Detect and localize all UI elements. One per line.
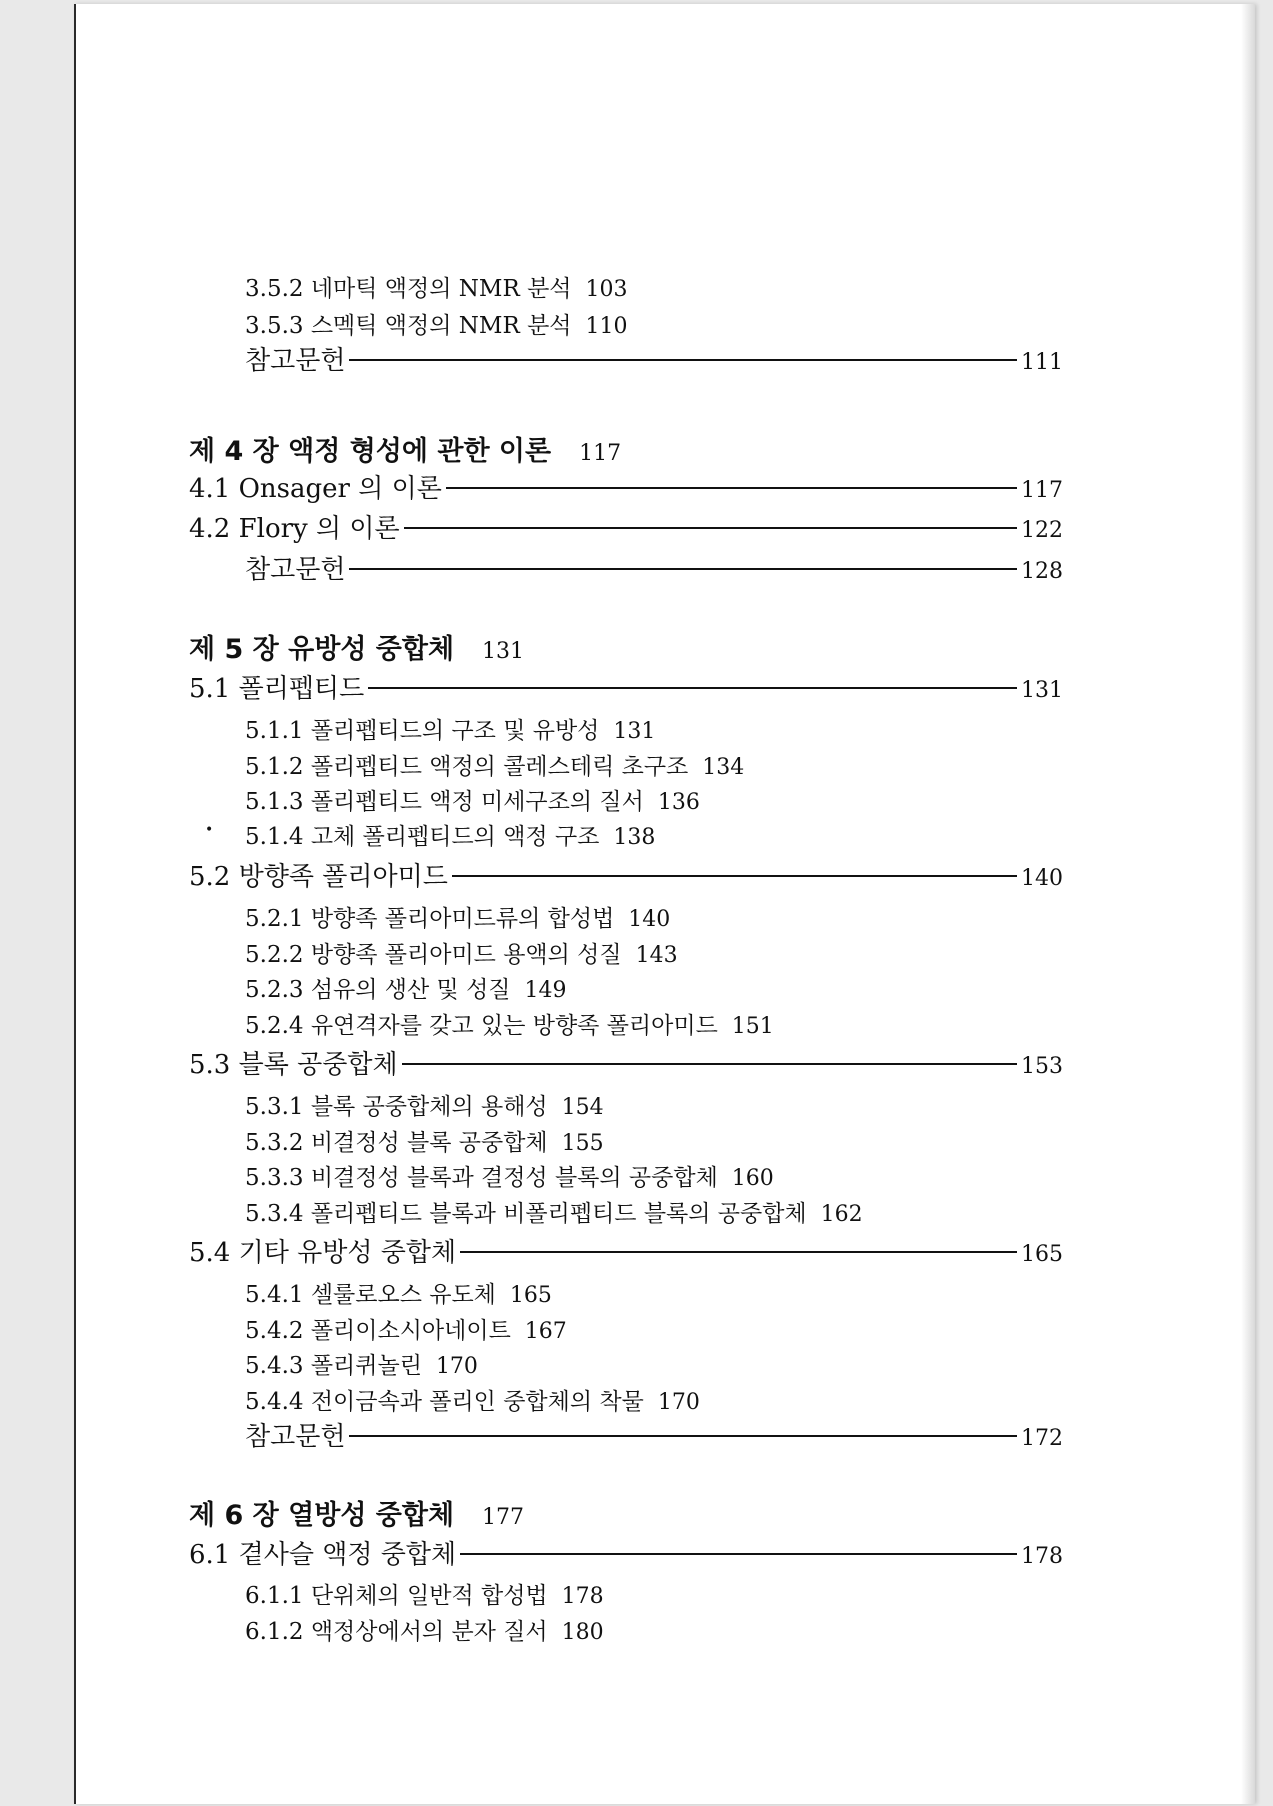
toc-entry-5-2 [189,856,1063,893]
toc-entry-5-4-4 [245,1383,700,1416]
toc-entry-title: 5.2.2 방향족 폴리아미드 용액의 성질 [245,942,622,968]
toc-entry-title: 5.3.3 비결정성 블록과 결정성 블록의 공중합체 [245,1165,718,1191]
toc-entry-5-4-1 [245,1276,552,1309]
toc-page-number: 117 [579,441,622,466]
leader-line [349,568,1017,570]
toc-page-number: 110 [585,314,628,339]
toc-entry-title: 참고문헌 [245,1422,346,1452]
toc-page-number: 178 [561,1584,604,1609]
toc-page-number: 162 [820,1202,863,1227]
toc-entry-title: 5.4.4 전이금속과 폴리인 중합체의 착물 [245,1389,644,1415]
toc-entry-5-3-4 [245,1195,863,1228]
toc-entry-5-2-1 [245,900,670,933]
toc-entry-5-2-3 [245,971,567,1004]
toc-entry-title: 5.3.4 폴리펩티드 블록과 비폴리펩티드 블록의 공중합체 [245,1201,807,1227]
leader-line [349,1435,1017,1437]
toc-page-number: 149 [524,978,567,1003]
leader-line [404,527,1017,529]
toc-page-number: 165 [1021,1242,1063,1267]
toc-page-number: 170 [657,1390,700,1415]
chapter-title: 제 6 장 열방성 중합체 [189,1500,455,1531]
leader-line [446,487,1017,489]
toc-entry-title: 5.4.1 셀룰로오스 유도체 [245,1282,496,1308]
toc-entry-5-4 [189,1232,1063,1269]
leader-line [349,359,1017,361]
toc-page-number: 117 [1021,478,1063,503]
chapter-title: 제 4 장 액정 형성에 관한 이론 [189,436,552,467]
toc-entry-title: 5.3.2 비결정성 블록 공중합체 [245,1130,548,1156]
toc-entry-title: 참고문헌 [245,346,346,376]
toc-entry-title: 5.1.4 고체 폴리펩티드의 액정 구조 [245,824,600,850]
toc-page-number: 143 [635,943,678,968]
toc-entry-6-1-2 [245,1613,604,1646]
toc-page-number: 128 [1021,559,1063,584]
toc-references-ch5 [245,1416,1063,1453]
toc-entry-5-2-4 [245,1007,774,1040]
toc-entry-6-1 [189,1534,1063,1571]
toc-entry-title: 5.3 블록 공중합체 [189,1050,398,1080]
toc-entry-5-1-3 [245,783,700,816]
toc-entry-title: 4.1 Onsager 의 이론 [189,474,442,504]
toc-references-ch3 [245,340,1063,377]
leader-line [452,875,1017,877]
toc-entry-3-5-3 [245,307,628,340]
toc-entry-title: 참고문헌 [245,555,346,585]
toc-page-number: 140 [1021,866,1063,891]
toc-chapter-6 [189,1493,524,1532]
toc-references-ch4 [245,549,1063,586]
toc-entry-title: 3.5.2 네마틱 액정의 NMR 분석 [245,276,572,302]
toc-entry-title: 5.1 폴리펩티드 [189,674,365,704]
toc-entry-5-4-3 [245,1347,478,1380]
toc-entry-title: 5.1.3 폴리펩티드 액정 미세구조의 질서 [245,789,644,815]
toc-page-number: 177 [482,1505,525,1530]
toc-entry-title: 6.1 곁사슬 액정 중합체 [189,1540,457,1570]
toc-entry-title: 5.4.2 폴리이소시아네이트 [245,1318,511,1344]
toc-page-number: 167 [524,1319,567,1344]
toc-entry-title: 6.1.1 단위체의 일반적 합성법 [245,1583,548,1609]
toc-page-number: 103 [585,277,628,302]
toc-entry-5-3-1 [245,1088,604,1121]
toc-entry-title: 5.2.1 방향족 폴리아미드류의 합성법 [245,906,615,932]
toc-page-number: 172 [1021,1426,1063,1451]
leader-line [460,1553,1017,1555]
toc-entry-5-1-2 [245,748,744,781]
chapter-title: 제 5 장 유방성 중합체 [189,634,455,665]
toc-entry-5-1-4 [245,818,655,851]
toc-page-number: 155 [561,1131,604,1156]
toc-page-number: 138 [613,825,656,850]
toc-entry-5-1-1 [245,712,655,745]
leader-line [460,1251,1017,1253]
toc-entry-6-1-1 [245,1577,604,1610]
toc-page-number: 131 [613,719,656,744]
toc-page-number: 154 [561,1095,604,1120]
toc-page-number: 131 [482,639,525,664]
toc-entry-title: 5.4.3 폴리퀴놀린 [245,1353,422,1379]
leader-line [402,1063,1017,1065]
toc-page-number: 136 [657,790,700,815]
toc-chapter-4 [189,429,621,468]
toc-entry-title: 5.4 기타 유방성 중합체 [189,1238,457,1268]
toc-page-number: 140 [628,907,671,932]
toc-entry-5-1 [189,668,1063,705]
toc-entry-4-2 [189,508,1063,545]
toc-entry-4-1 [189,468,1063,505]
toc-entry-title: 3.5.3 스멕틱 액정의 NMR 분석 [245,313,572,339]
toc-entry-title: 5.1.2 폴리펩티드 액정의 콜레스테릭 초구조 [245,754,689,780]
toc-entry-title: 6.1.2 액정상에서의 분자 질서 [245,1619,548,1645]
toc-page-number: 111 [1021,350,1063,375]
toc-entry-5-2-2 [245,936,678,969]
toc-entry-title: 5.3.1 블록 공중합체의 용해성 [245,1094,548,1120]
toc-entry-5-4-2 [245,1312,567,1345]
toc-page-number: 180 [561,1620,604,1645]
toc-entry-5-3 [189,1044,1063,1081]
leader-line [368,687,1017,689]
toc-page-number: 122 [1021,518,1063,543]
toc-page-number: 151 [731,1014,774,1039]
toc-entry-title: 5.2.3 섬유의 생산 및 성질 [245,977,511,1003]
toc-entry-5-3-2 [245,1124,604,1157]
toc-page-number: 170 [435,1354,478,1379]
toc-entry-title: 5.2 방향족 폴리아미드 [189,862,448,892]
toc-page-number: 131 [1021,678,1063,703]
toc-page-number: 178 [1021,1544,1063,1569]
toc-page-number: 160 [731,1166,774,1191]
toc-entry-5-3-3 [245,1159,774,1192]
toc-entry-title: 4.2 Flory 의 이론 [189,514,400,544]
toc-entry-title: 5.2.4 유연격자를 갖고 있는 방향족 폴리아미드 [245,1013,718,1039]
toc-chapter-5 [189,627,524,666]
toc-page-number: 134 [702,755,745,780]
toc-page-number: 153 [1021,1054,1063,1079]
toc-entry-3-5-2 [245,270,628,303]
toc-page-number: 165 [509,1283,552,1308]
stray-mark-dot: • [205,822,214,838]
toc-entry-title: 5.1.1 폴리펩티드의 구조 및 유방성 [245,718,600,744]
